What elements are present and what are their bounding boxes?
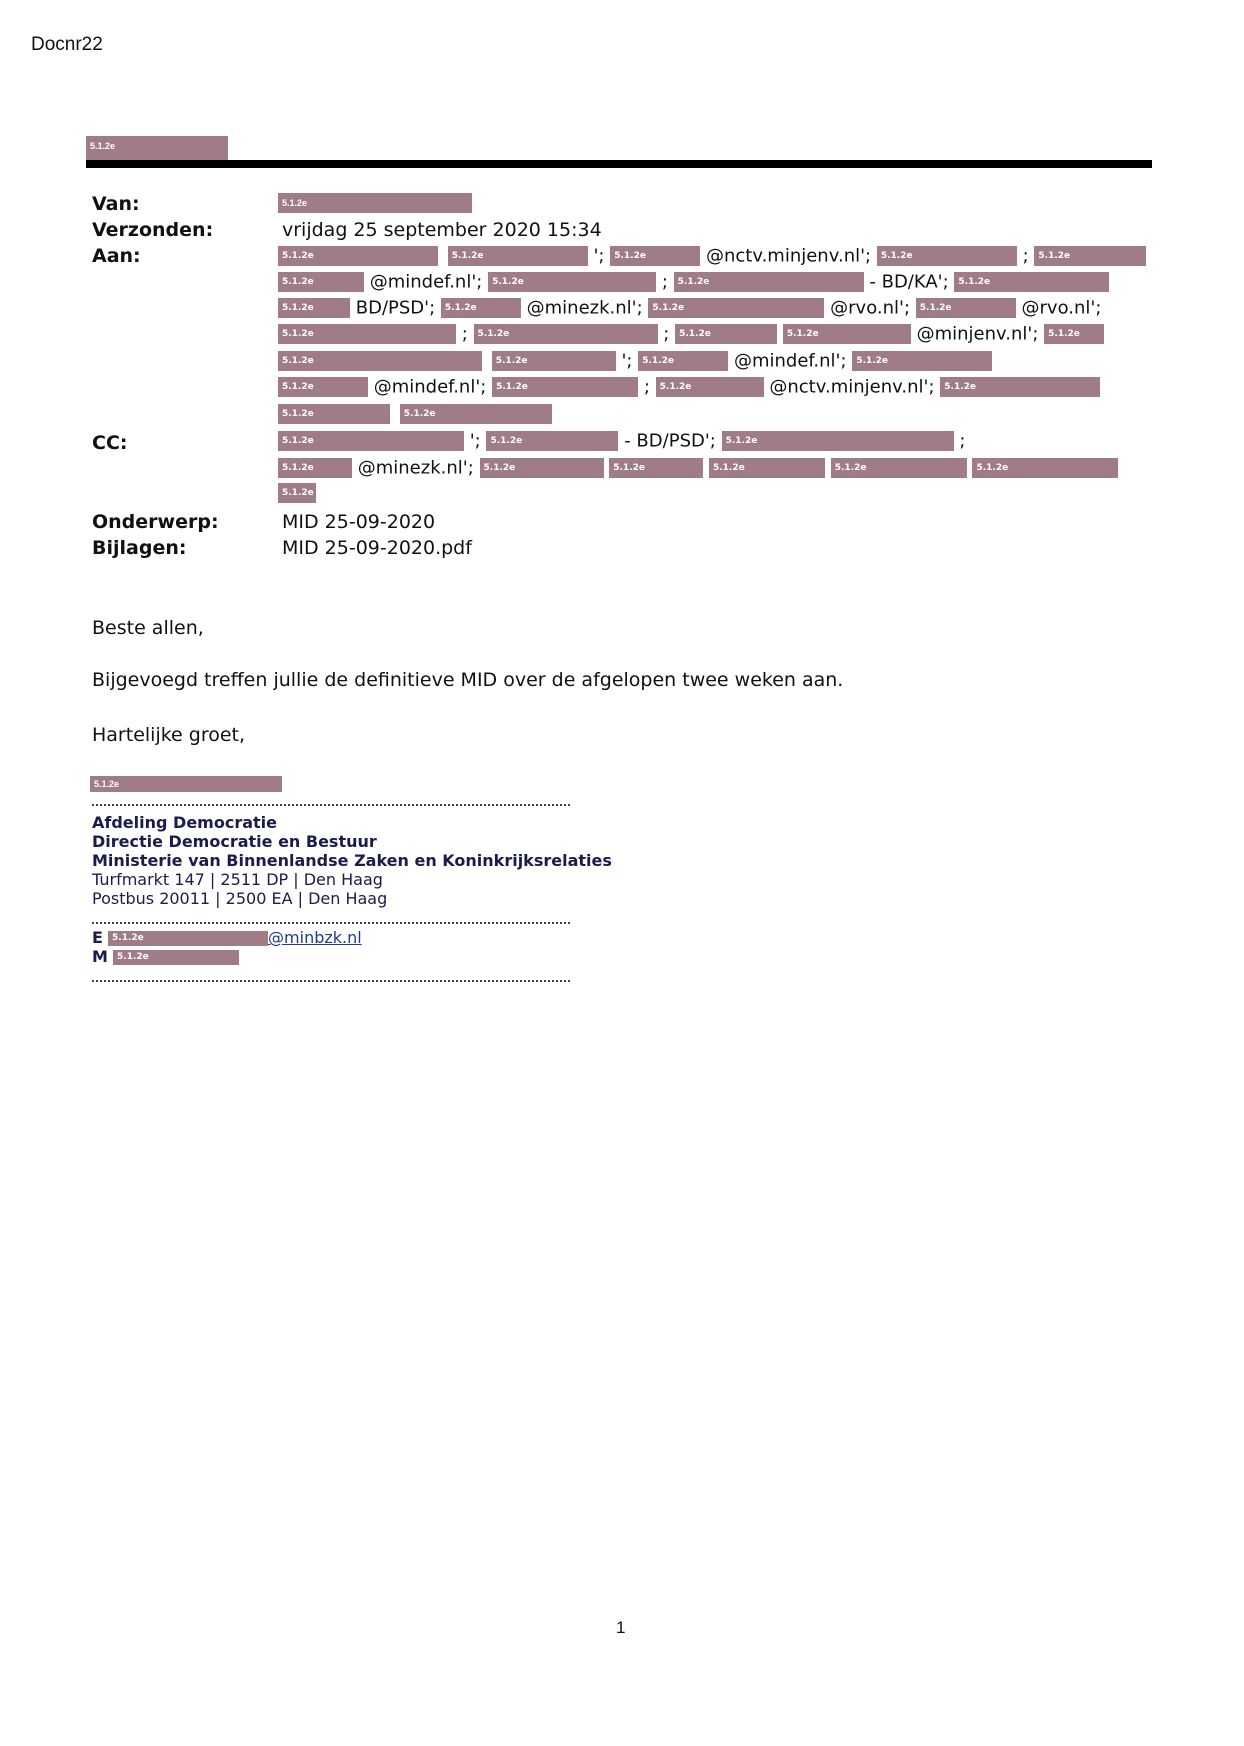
- redaction-block: 5.1.2e: [474, 324, 658, 344]
- document-number: Docnr22: [31, 34, 103, 55]
- signature-directorate: Directie Democratie en Bestuur: [92, 832, 377, 851]
- redaction-block: 5.1.2e: [441, 298, 521, 318]
- redaction-block: 5.1.2e: [480, 458, 604, 478]
- email-link[interactable]: @minbzk.nl: [268, 928, 362, 947]
- greeting: Beste allen,: [92, 617, 204, 639]
- redaction-block: 5.1.2e: [278, 351, 482, 371]
- recipient-line-1: 5.1.2e 5.1.2e '; 5.1.2e @nctv.minjenv.nl'; 5.1.2e ; 5.1.2e: [278, 245, 1146, 267]
- redaction-block: 5.1.2e: [609, 458, 703, 478]
- redaction-block: 5.1.2e: [278, 298, 350, 318]
- contact-block: [92, 928, 362, 966]
- recipient-line-5: 5.1.2e 5.1.2e '; 5.1.2e @mindef.nl'; 5.1.2e: [278, 350, 992, 372]
- van-value: [278, 193, 472, 213]
- redaction-block: 5.1.2e: [113, 950, 239, 965]
- recipient-line-3: [278, 297, 1101, 319]
- redaction-block: 5.1.2e: [278, 431, 464, 451]
- closing: Hartelijke groet,: [92, 724, 246, 746]
- recipient-line-6: 5.1.2e @mindef.nl'; 5.1.2e ; 5.1.2e @nctv.minjenv.nl'; 5.1.2e: [278, 376, 1100, 398]
- recipient-fragment: @nctv.minjenv.nl';: [705, 245, 872, 267]
- signature-postbus: Postbus 20011 | 2500 EA | Den Haag: [92, 889, 388, 908]
- page-number: 1: [616, 1618, 626, 1637]
- signature-divider: [92, 922, 570, 924]
- header-divider: [86, 160, 1152, 168]
- redaction-block: 5.1.2e: [278, 272, 364, 292]
- redaction-block: 5.1.2e: [831, 458, 967, 478]
- cc-line-2: [278, 457, 1118, 479]
- recipient-fragment: @minezk.nl';: [526, 297, 643, 319]
- redaction-block: 5.1.2e: [90, 776, 282, 792]
- recipient-fragment: @minjenv.nl';: [916, 323, 1039, 345]
- signature-name: [90, 775, 282, 793]
- redaction-block: 5.1.2e: [709, 458, 825, 478]
- cc-label: CC:: [92, 432, 128, 454]
- redaction-block: 5.1.2e: [108, 931, 268, 946]
- redaction-block: 5.1.2e: [278, 246, 438, 266]
- redaction-block: 5.1.2e: [954, 272, 1109, 292]
- van-label: Van:: [92, 193, 140, 215]
- cc-line-1: 5.1.2e '; 5.1.2e - BD/PSD'; 5.1.2e ;: [278, 430, 965, 452]
- redaction-block: 5.1.2e: [783, 324, 911, 344]
- redaction-block: 5.1.2e: [675, 324, 777, 344]
- verzonden-value: vrijdag 25 september 2020 15:34: [282, 219, 602, 241]
- recipient-fragment: @mindef.nl';: [373, 376, 487, 398]
- verzonden-label: Verzonden:: [92, 219, 214, 241]
- redaction-block: 5.1.2e: [610, 246, 700, 266]
- redaction-block: 5.1.2e: [648, 298, 824, 318]
- onderwerp-label: Onderwerp:: [92, 511, 219, 533]
- redaction-block: 5.1.2e: [972, 458, 1118, 478]
- bijlagen-value[interactable]: MID 25-09-2020.pdf: [282, 537, 472, 559]
- redaction-block: 5.1.2e: [488, 272, 656, 292]
- recipient-fragment: BD/PSD';: [355, 297, 436, 319]
- recipient-line-4: 5.1.2e ; 5.1.2e ; 5.1.2e 5.1.2e @minjenv.nl'; 5.1.2e: [278, 323, 1104, 345]
- redaction-block: 5.1.2e: [656, 377, 764, 397]
- redaction-block: 5.1.2e: [278, 458, 352, 478]
- signature-divider: [92, 804, 570, 806]
- redaction-block: 5.1.2e: [852, 351, 992, 371]
- redaction-block: 5.1.2e: [278, 483, 316, 503]
- sender-redaction: [86, 136, 228, 160]
- redaction-block: 5.1.2e: [916, 298, 1016, 318]
- redaction-block: 5.1.2e: [674, 272, 864, 292]
- recipient-fragment: @rvo.nl';: [830, 297, 911, 319]
- recipient-fragment: @mindef.nl';: [369, 271, 483, 293]
- redaction-block: 5.1.2e: [492, 351, 616, 371]
- bijlagen-label: Bijlagen:: [92, 537, 187, 559]
- signature-address: Turfmarkt 147 | 2511 DP | Den Haag: [92, 870, 383, 889]
- cc-line-3: [278, 482, 316, 503]
- message: Bijgevoegd treffen jullie de definitieve MID over de afgelopen twee weken aan.: [92, 669, 844, 691]
- redaction-block: 5.1.2e: [492, 377, 638, 397]
- cc-fragment: - BD/PSD';: [624, 430, 716, 452]
- recipient-line-2: 5.1.2e @mindef.nl'; 5.1.2e ; 5.1.2e - BD/KA'; 5.1.2e: [278, 271, 1109, 293]
- redaction-block: 5.1.2e: [638, 351, 728, 371]
- recipient-fragment: @rvo.nl';: [1021, 297, 1102, 319]
- cc-fragment: @minezk.nl';: [357, 457, 474, 479]
- signature-department: Afdeling Democratie: [92, 813, 277, 832]
- redaction-block: 5.1.2e: [486, 431, 618, 451]
- recipient-fragment: - BD/KA';: [869, 271, 949, 293]
- signature-divider: [92, 980, 570, 982]
- redaction-block: 5.1.2e: [722, 431, 954, 451]
- redaction-block: 5.1.2e: [278, 377, 368, 397]
- recipient-line-7: [278, 403, 552, 424]
- onderwerp-value: MID 25-09-2020: [282, 511, 436, 533]
- redaction-block: 5.1.2e: [940, 377, 1100, 397]
- redaction-block: 5.1.2e: [1044, 324, 1104, 344]
- redaction-block: 5.1.2e: [400, 404, 552, 424]
- redaction-block: 5.1.2e: [86, 136, 228, 160]
- redaction-block: 5.1.2e: [448, 246, 588, 266]
- signature-ministry: Ministerie van Binnenlandse Zaken en Koninkrijksrelaties: [92, 851, 612, 870]
- recipient-fragment: @mindef.nl';: [733, 350, 847, 372]
- email-prefix: E: [92, 928, 103, 947]
- signature-block: [92, 813, 612, 908]
- redaction-block: 5.1.2e: [1034, 246, 1146, 266]
- recipient-fragment: @nctv.minjenv.nl';: [769, 376, 935, 398]
- redaction-block: 5.1.2e: [877, 246, 1017, 266]
- mobile-prefix: M: [92, 947, 108, 966]
- redaction-block: 5.1.2e: [278, 404, 390, 424]
- redaction-block: 5.1.2e: [278, 193, 472, 213]
- aan-label: Aan:: [92, 245, 141, 267]
- redaction-block: 5.1.2e: [278, 324, 456, 344]
